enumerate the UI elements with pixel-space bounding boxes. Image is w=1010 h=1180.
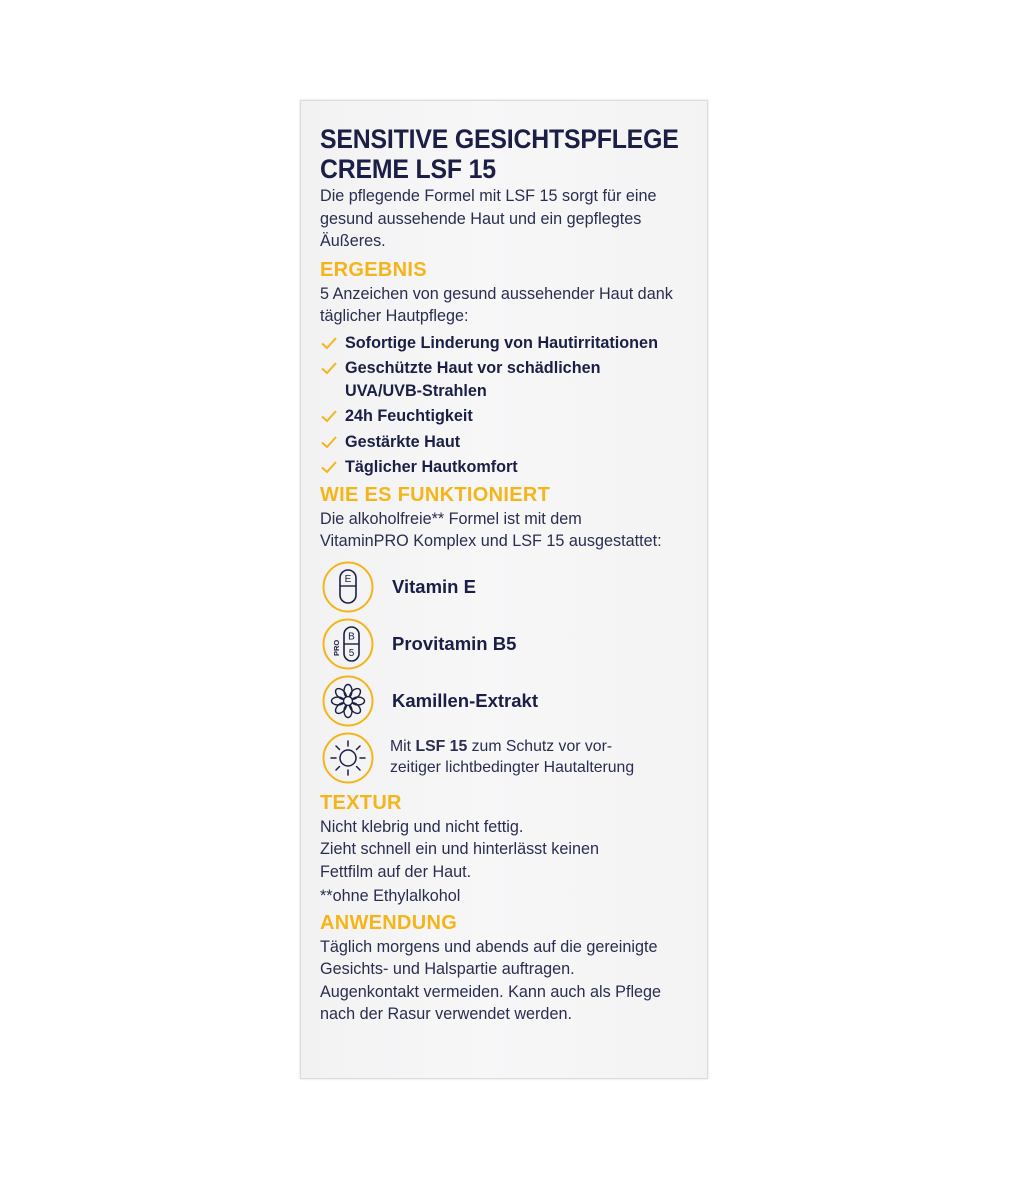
title-line-1: SENSITIVE GESICHTSPFLEGE: [320, 124, 679, 154]
list-item: [320, 332, 700, 355]
check-icon: [320, 433, 338, 451]
anwendung-text: [320, 936, 700, 1026]
textur-line: Nicht klebrig und nicht fettig.: [320, 817, 524, 836]
list-item: [320, 456, 700, 479]
benefit-text: Täglicher Hautkomfort: [345, 458, 518, 476]
check-icon: [320, 359, 338, 377]
provitamin-b5-capsule-icon: [322, 618, 374, 670]
funktion-line: Die alkoholfreie** Formel ist mit dem: [320, 509, 582, 528]
anwendung-line: Gesichts- und Halspartie auftragen.: [320, 960, 575, 978]
lsf-prefix: Mit: [390, 738, 416, 755]
ingredient-label: Vitamin E: [392, 575, 476, 597]
ingredient-list: [320, 559, 700, 786]
anwendung-line: nach der Rasur verwendet werden.: [320, 1005, 572, 1023]
benefit-text: [345, 357, 600, 402]
ingredient-label: Kamillen-Extrakt: [392, 689, 538, 711]
product-box-side-panel: [300, 100, 708, 1079]
check-icon: [320, 458, 338, 476]
lsf-description: [390, 737, 634, 778]
list-item: [320, 431, 700, 454]
textur-line: Zieht schnell ein und hinterlässt keinen: [320, 840, 599, 858]
intro-text: [320, 185, 700, 253]
ingredient-label: Provitamin B5: [392, 632, 517, 654]
footnote: **ohne Ethylalkohol: [320, 887, 461, 905]
intro-line: Äußeres.: [320, 232, 386, 250]
benefit-list: [320, 332, 700, 479]
anwendung-heading: ANWENDUNG: [320, 911, 458, 934]
lsf-line-2: zeitiger lichtbedingter Hautalterung: [390, 758, 635, 776]
benefit-text: 24h Feuchtigkeit: [345, 407, 473, 425]
capsule-letter-e: E: [344, 573, 352, 585]
product-title: [320, 124, 706, 184]
anwendung-line: Augenkontakt vermeiden. Kann auch als Pflege: [320, 982, 662, 1001]
textur-heading: TEXTUR: [320, 791, 402, 814]
benefit-text: Sofortige Linderung von Hautirritationen: [345, 333, 658, 352]
textur-line: Fettfilm auf der Haut.: [320, 862, 472, 881]
ergebnis-text: [320, 283, 700, 328]
funktion-heading: WIE ES FUNKTIONIERT: [320, 483, 551, 506]
lsf-rest: zum Schutz vor vor-: [467, 738, 613, 755]
lsf-bold: LSF 15: [415, 738, 468, 755]
ingredient-lsf: [320, 730, 700, 786]
textur-text: [320, 816, 700, 908]
list-item: [320, 357, 700, 402]
capsule-pro-label: PRO: [332, 639, 341, 656]
funktion-line: VitaminPRO Komplex und LSF 15 ausgestattet:: [320, 532, 662, 550]
ergebnis-heading: ERGEBNIS: [320, 258, 427, 281]
ingredient-kamille: [320, 673, 700, 729]
ingredient-provitamin-b5: [320, 616, 700, 672]
check-icon: [320, 407, 338, 425]
ergebnis-line: täglicher Hautpflege:: [320, 307, 469, 325]
benefit-text: Gestärkte Haut: [345, 432, 461, 451]
funktion-text: [320, 508, 700, 553]
intro-line: Die pflegende Formel mit LSF 15 sorgt für eine: [320, 187, 657, 205]
chamomile-flower-icon: [322, 675, 374, 727]
ergebnis-line: 5 Anzeichen von gesund aussehender Haut dank: [320, 284, 673, 303]
sun-icon: [322, 732, 374, 784]
title-line-2: CREME LSF 15: [320, 154, 496, 184]
vitamin-e-capsule-icon: [322, 561, 374, 613]
ingredient-vitamin-e: [320, 559, 700, 615]
capsule-letter-b: B: [348, 631, 355, 642]
check-icon: [320, 334, 338, 352]
capsule-letter-5: 5: [348, 647, 355, 659]
panel-content: [320, 124, 700, 1026]
list-item: [320, 405, 700, 428]
benefit-text-line: UVA/UVB-Strahlen: [345, 381, 487, 400]
anwendung-line: Täglich morgens und abends auf die gereinigte: [320, 937, 658, 956]
benefit-text-line: Geschützte Haut vor schädlichen: [345, 359, 601, 377]
intro-line: gesund aussehende Haut und ein gepflegtes: [320, 209, 642, 228]
